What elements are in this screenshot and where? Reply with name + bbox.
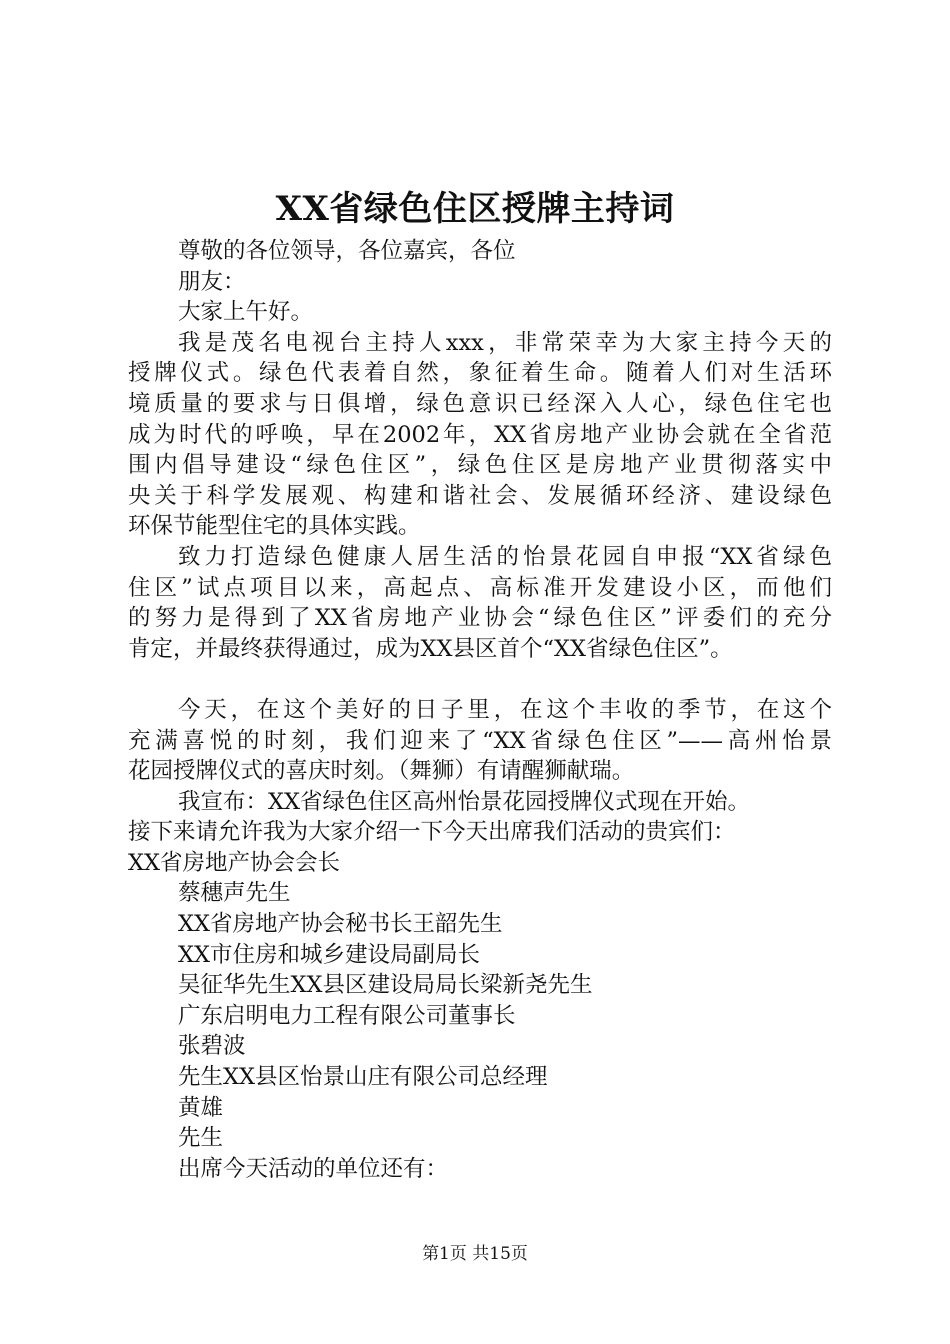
greeting-line: 朋友： [178, 268, 246, 295]
guest-line: XX省房地产协会秘书长王韶先生 [178, 911, 503, 938]
greeting-line: 尊敬的各位领导，各位嘉宾，各位 [178, 238, 516, 264]
paragraph-line: 授牌仪式。绿色代表着自然，象征着生命。随着人们对生活环 [128, 360, 832, 387]
paragraph-line: 今天，在这个美好的日子里，在这个丰收的季节，在这个 [178, 696, 832, 723]
paragraph-line: 环保节能型住宅的具体实践。 [128, 513, 421, 540]
paragraph-line: 致力打造绿色健康人居生活的怡景花园自申报“XX省绿色 [178, 543, 832, 570]
guest-line: 先生 [178, 1125, 224, 1152]
guest-line: 黄雄 [178, 1094, 224, 1121]
guest-line: XX省房地产协会会长 [128, 849, 341, 876]
paragraph-line: 我宣布：XX省绿色住区高州怡景花园授牌仪式现在开始。 [178, 788, 751, 815]
greeting-line: 大家上午好。 [178, 299, 314, 326]
paragraph-line: 境质量的要求与日俱增，绿色意识已经深入人心，绿色住宅也 [128, 390, 832, 417]
paragraph-line: 肯定，并最终获得通过，成为XX县区首个“XX省绿色住区”。 [128, 635, 733, 662]
guest-line: 蔡穗声先生 [178, 880, 291, 907]
page-number: 第1页 共15页 [422, 1244, 528, 1264]
guest-line: 吴征华先生XX县区建设局局长梁新尧先生 [178, 972, 593, 999]
paragraph-line: 花园授牌仪式的喜庆时刻。（舞狮）有请醒狮献瑞。 [128, 758, 635, 785]
paragraph-gap [128, 664, 832, 695]
paragraph-line: 央关于科学发展观、构建和谐社会、发展循环经济、建设绿色 [128, 482, 832, 509]
paragraph-line: 充满喜悦的时刻，我们迎来了“XX省绿色住区”——高州怡景 [128, 727, 832, 754]
document-body [128, 236, 832, 1184]
guest-line: 广东启明电力工程有限公司董事长 [178, 1002, 516, 1029]
guest-line: 先生XX县区怡景山庄有限公司总经理 [178, 1064, 548, 1091]
paragraph-line: 围内倡导建设“绿色住区”，绿色住区是房地产业贯彻落实中 [128, 452, 832, 479]
guest-line: 出席今天活动的单位还有： [178, 1155, 449, 1182]
paragraph-line: 住区”试点项目以来，高起点、高标准开发建设小区，而他们 [128, 574, 832, 601]
guest-line: 张碧波 [178, 1033, 246, 1060]
document-title: XX省绿色住区授牌主持词 [275, 189, 675, 229]
paragraph-line: 成为时代的呼唤，早在2002年，XX省房地产业协会就在全省范 [128, 421, 832, 448]
paragraph-line: 的努力是得到了XX省房地产业协会“绿色住区”评委们的充分 [128, 605, 832, 632]
paragraph-line: 我是茂名电视台主持人xxx，非常荣幸为大家主持今天的 [178, 329, 832, 356]
guest-line: XX市住房和城乡建设局副局长 [178, 941, 481, 968]
paragraph-line: 接下来请允许我为大家介绍一下今天出席我们活动的贵宾们： [128, 819, 736, 846]
